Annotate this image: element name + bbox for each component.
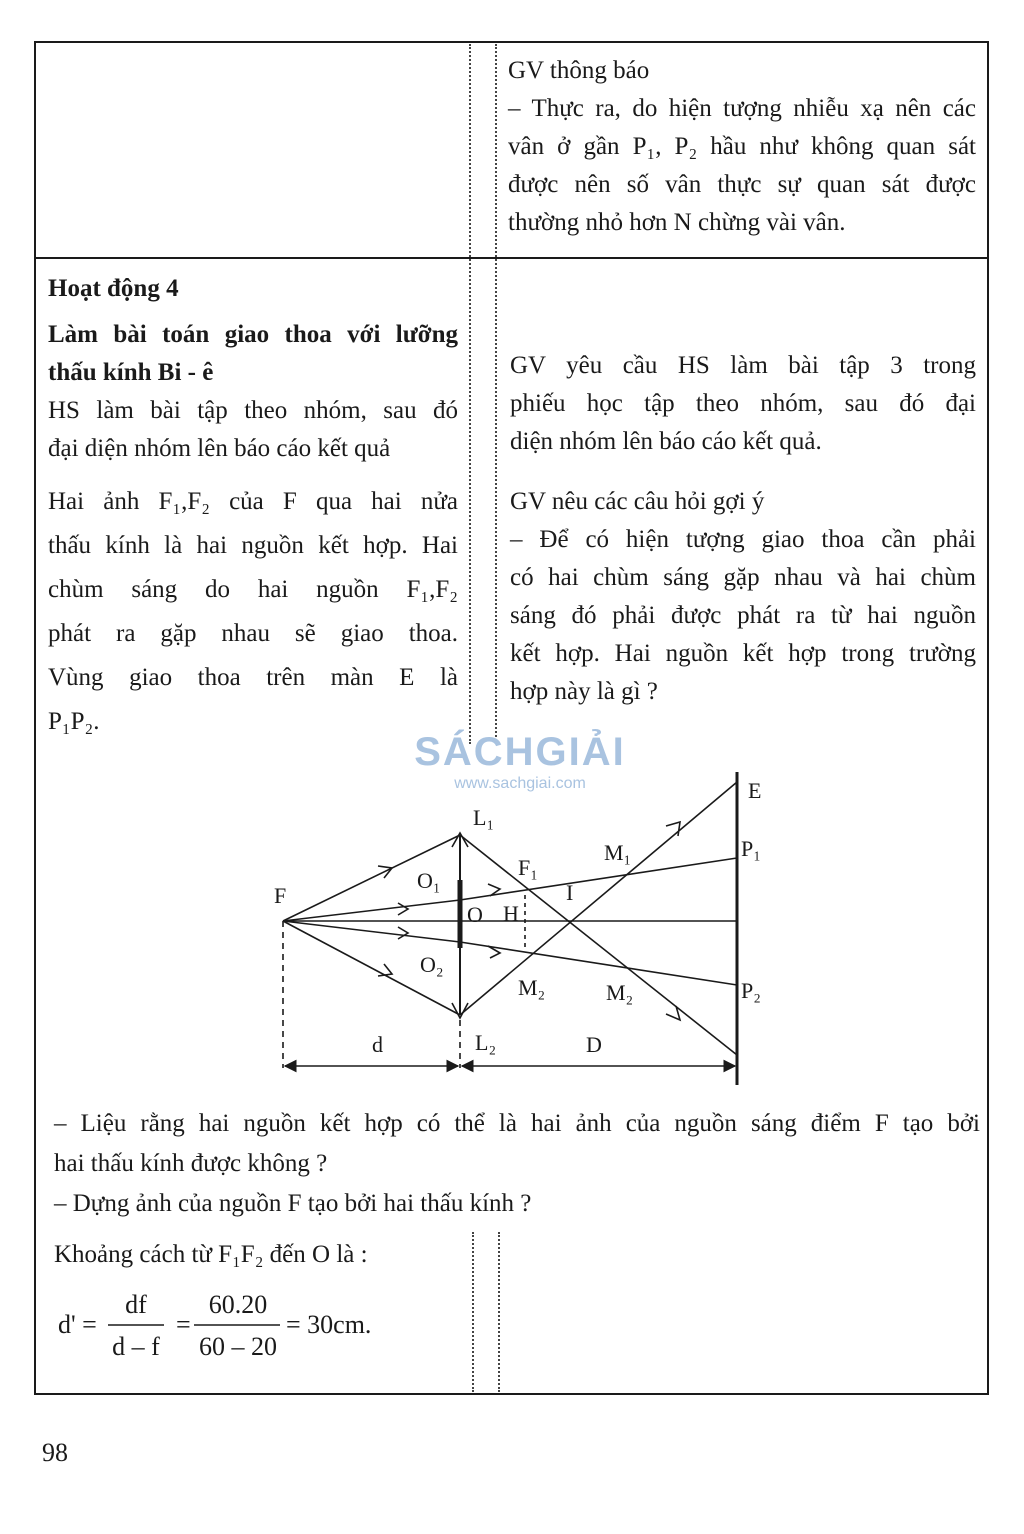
guiding-questions (54, 1104, 980, 1224)
formula-num-2: 60.20 (208, 1290, 268, 1319)
billet-lens-diagram (250, 760, 790, 1090)
label-E: E (748, 778, 762, 803)
question-line: – Dựng ảnh của nguồn F tạo bởi hai thấu kính ? (54, 1190, 532, 1217)
ray-arrow (666, 822, 680, 836)
label-O: O (467, 902, 483, 927)
distance-statement (54, 1236, 464, 1274)
activity-left-column (48, 270, 458, 744)
formula-den-1: d – f (112, 1332, 160, 1361)
gv-request-line: diện nhóm lên báo cáo kết quả. (510, 428, 822, 455)
hs-answer-line: thấu kính là hai nguồn kết hợp. Hai (48, 532, 458, 559)
label-H: H (503, 901, 519, 926)
label-M2-right: M₂ (606, 980, 634, 1005)
label-F: F (274, 883, 287, 908)
ray (460, 858, 737, 900)
gv-request-line: GV yêu cầu HS làm bài tập 3 trong (510, 352, 976, 379)
formula-svg (58, 1285, 418, 1365)
hs-task-line: HS làm bài tập theo nhóm, sau đó (48, 397, 458, 424)
formula-num-1: df (125, 1290, 147, 1319)
gv-notice-line: – Thực ra, do hiện tượng nhiễu xạ nên các (508, 95, 976, 122)
hs-answer-line: P₁P₂. (48, 708, 100, 735)
label-O2: O₂ (420, 952, 444, 977)
label-O1: O₁ (417, 868, 441, 893)
ray (460, 835, 737, 1055)
formula-lhs: d' = (58, 1310, 97, 1339)
gv-request-line: phiếu học tập theo nhóm, sau đó đại (510, 390, 976, 417)
ray (460, 782, 737, 1015)
column-divider-bottom (472, 1232, 474, 1392)
ray (460, 942, 737, 985)
label-M2-left: M₂ (518, 975, 546, 1000)
gv-notice-line: được nên số vân thực sự quan sát được (508, 171, 976, 198)
activity-title-line: Làm bài toán giao thoa với lưỡng (48, 321, 458, 348)
ray-arrow (398, 903, 408, 915)
ray (283, 921, 460, 942)
question-line: hai thấu kính được không ? (54, 1150, 328, 1177)
gv-hint-line: hợp này là gì ? (510, 678, 658, 705)
column-divider-top-2 (495, 44, 497, 744)
gv-notice-line: thường nhỏ hơn N chừng vài vân. (508, 209, 846, 236)
label-P1: P₁ (741, 836, 761, 861)
gv-hint-line: có hai chùm sáng gặp nhau và hai chùm (510, 564, 976, 591)
hs-answer-line: Hai ảnh F₁,F₂ của F qua hai nửa (48, 488, 458, 515)
label-L1: L₁ (473, 805, 495, 830)
hs-answer-line: Vùng giao thoa trên màn E là (48, 664, 458, 691)
ray-arrow (398, 927, 408, 939)
column-divider-top (469, 44, 471, 744)
gv-hint-line: sáng đó phải được phát ra từ hai nguồn (510, 602, 976, 629)
ray (283, 900, 460, 921)
gv-hint-line: kết hợp. Hai nguồn kết hợp trong trường (510, 640, 976, 667)
question-line: – Liệu rằng hai nguồn kết hợp có thể là hai ảnh của nguồn sáng điểm F tạo bởi (54, 1110, 980, 1137)
label-P2: P₂ (741, 978, 761, 1003)
page-number: 98 (42, 1438, 68, 1467)
distance-formula (58, 1285, 418, 1365)
ray-arrow (378, 964, 392, 976)
column-divider-bottom-2 (498, 1232, 500, 1392)
label-L2: L₂ (475, 1030, 497, 1055)
gv-notice-block (508, 52, 976, 242)
watermark-url: www.sachgiai.com (454, 775, 586, 792)
label-D: D (586, 1032, 602, 1057)
label-M1: M₁ (604, 840, 632, 865)
label-F1: F₁ (518, 855, 538, 880)
formula-den-2: 60 – 20 (199, 1332, 277, 1361)
activity-heading: Hoạt động 4 (48, 275, 179, 302)
hs-task-line: đại diện nhóm lên báo cáo kết quả (48, 435, 391, 462)
gv-hints-heading: GV nêu các câu hỏi gợi ý (510, 488, 765, 515)
gv-notice-heading: GV thông báo (508, 57, 650, 84)
hs-answer-line: chùm sáng do hai nguồn F₁,F₂ (48, 576, 458, 603)
distance-line: Khoảng cách từ F₁F₂ đến O là : (54, 1241, 368, 1268)
formula-result: = 30cm. (286, 1310, 372, 1339)
activity-title-line: thấu kính Bi - ê (48, 359, 214, 386)
watermark-text: SÁCHGIẢI (414, 730, 626, 774)
gv-notice-line: vân ở gần P₁, P₂ hầu như không quan sát (508, 133, 976, 160)
formula-equals: = (176, 1310, 191, 1339)
label-I: I (566, 880, 574, 905)
row-divider (34, 257, 989, 259)
activity-right-column (510, 347, 976, 711)
label-d: d (372, 1032, 383, 1057)
gv-hint-line: – Để có hiện tượng giao thoa cần phải (510, 526, 976, 553)
hs-answer-line: phát ra gặp nhau sẽ giao thoa. (48, 620, 458, 647)
